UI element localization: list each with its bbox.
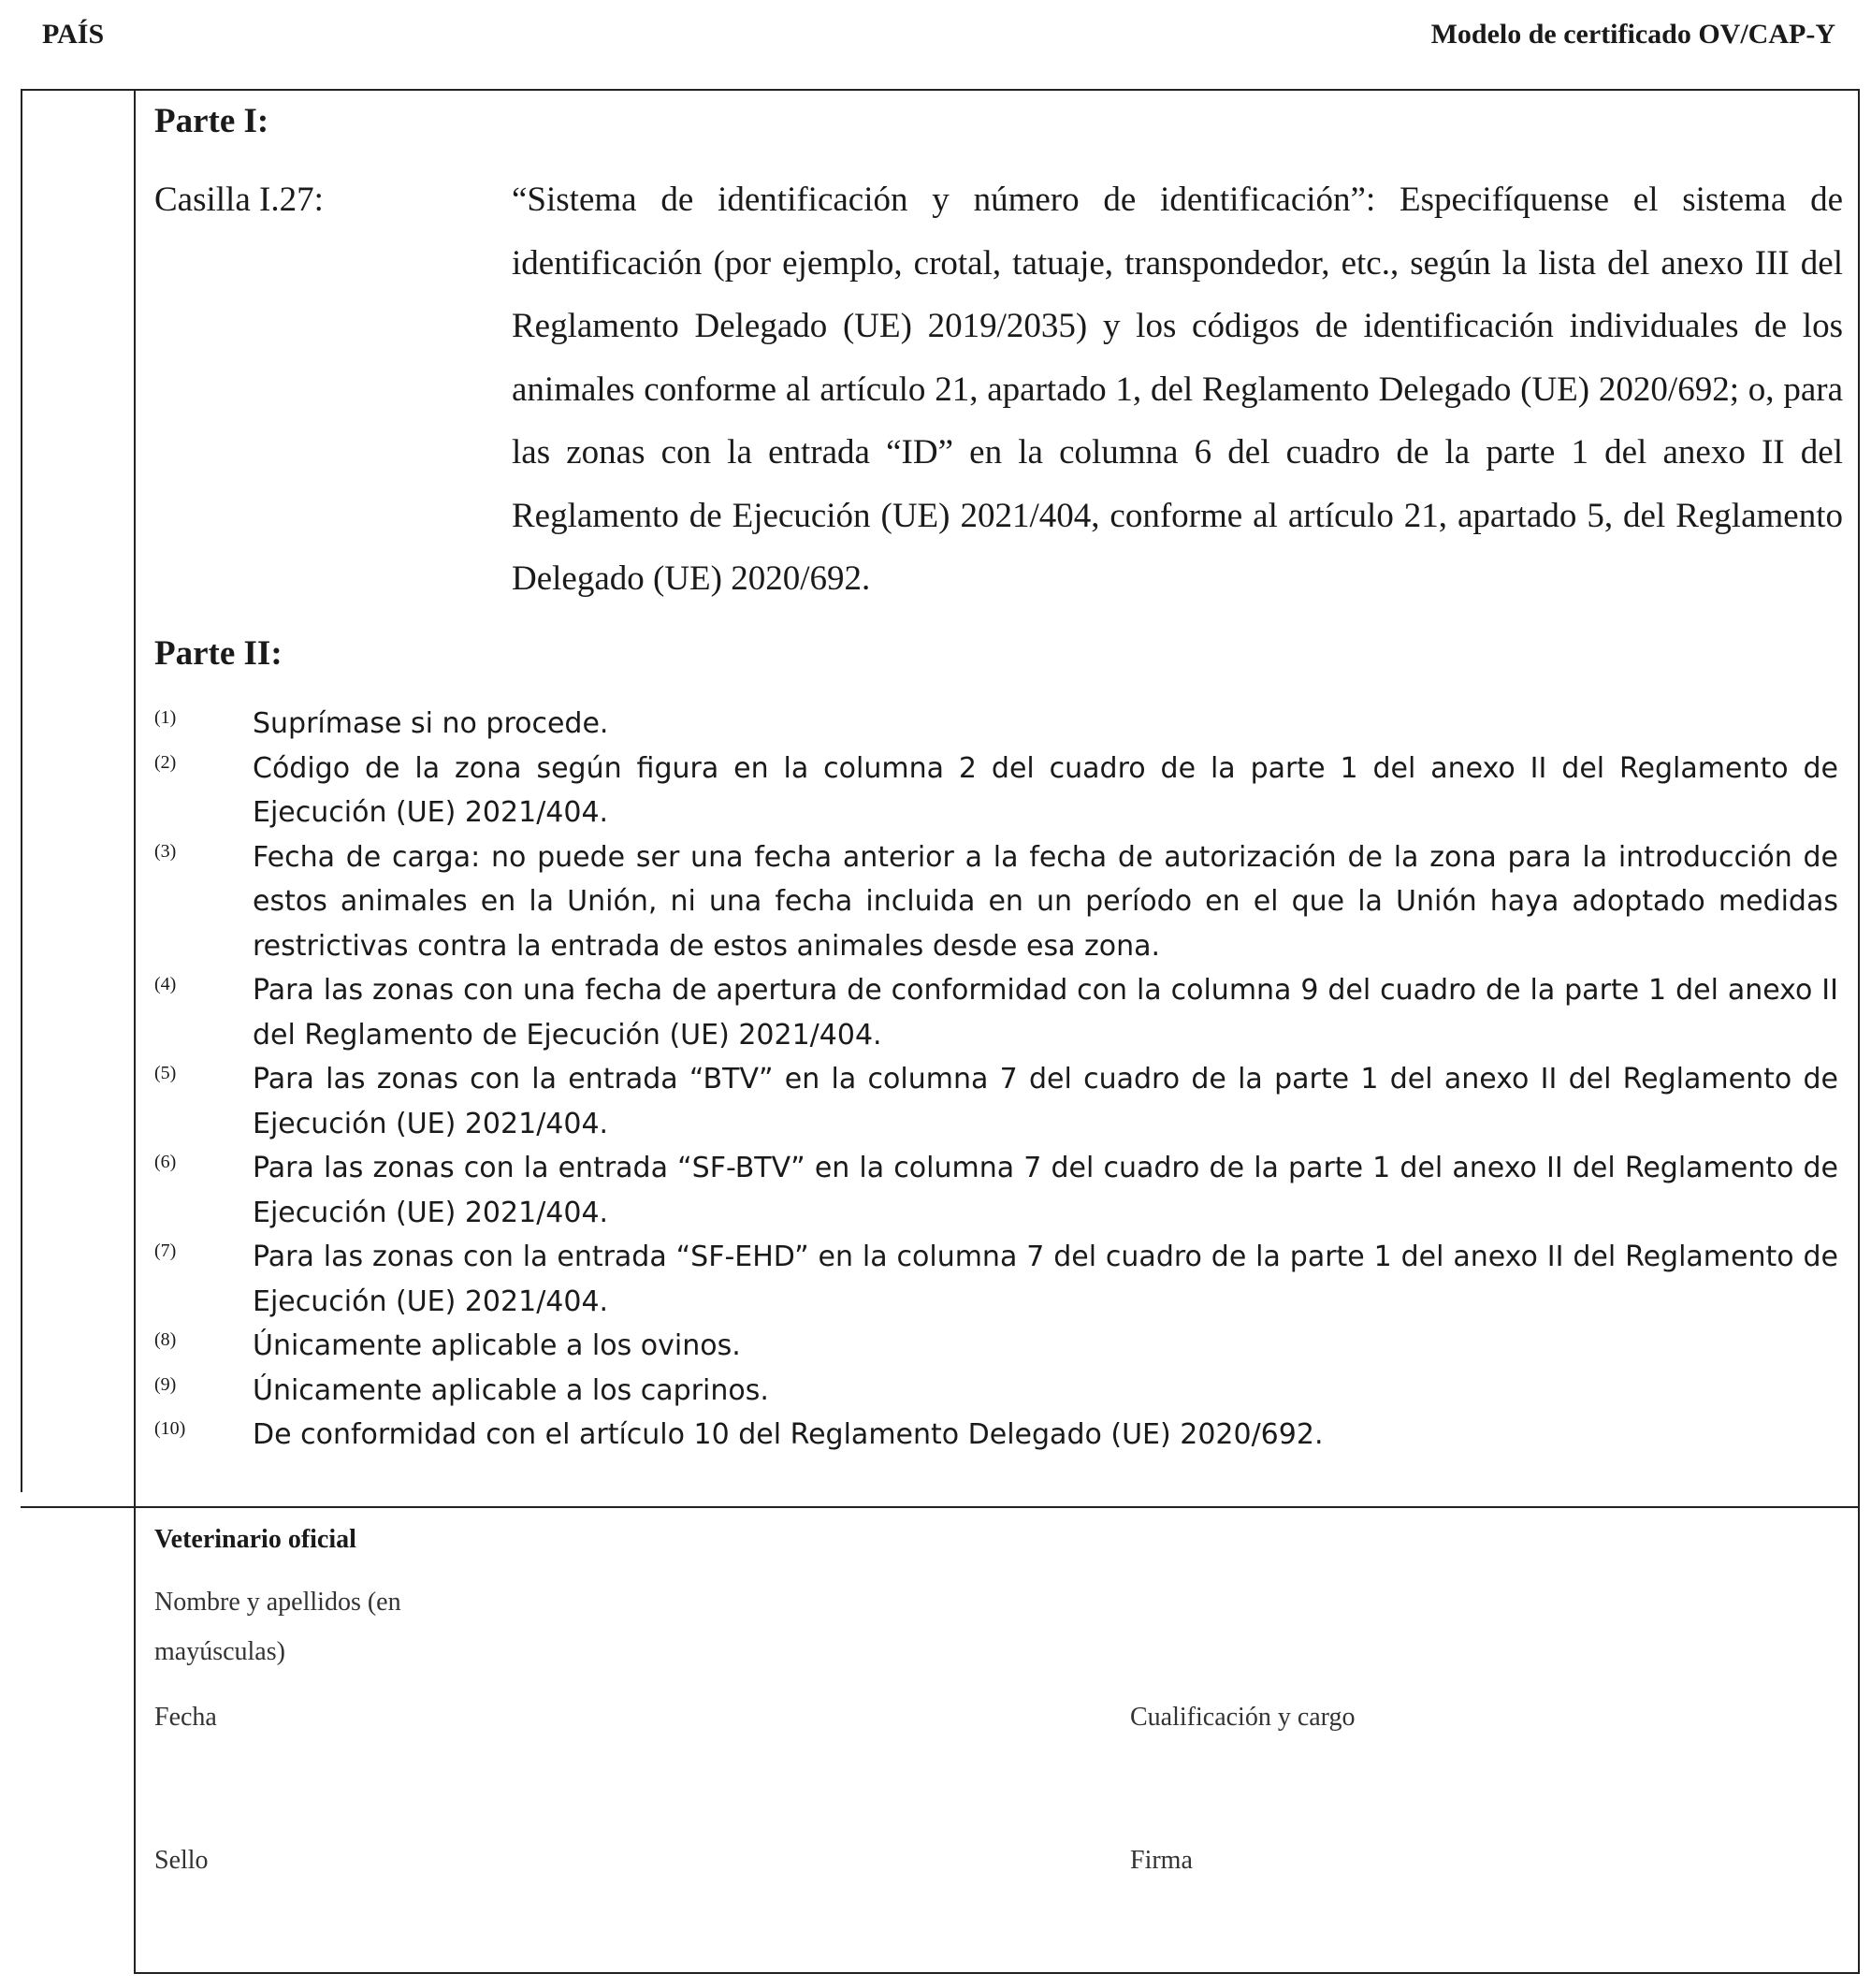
footnote-number: (1) [154, 707, 177, 728]
frame-top-border [21, 89, 1860, 91]
frame-inner-column-border [134, 89, 136, 1974]
certificate-model-header: Modelo de certificado OV/CAP-Y [1430, 19, 1835, 50]
frame-bottom-border [134, 1972, 1860, 1974]
footnote-text: Fecha de carga: no puede ser una fecha anterior a la fecha de autorización de la zona para la introducción de estos animales en la Unión, ni una fecha incluida en un período en el que la Unión haya adoptado medidas restrictivas contra la entrada de estos animales desde esa zona. [253, 840, 1838, 963]
footnote [154, 968, 1838, 1057]
footnote-text: Únicamente aplicable a los ovinos. [253, 1329, 741, 1362]
footnote [154, 1235, 1838, 1324]
part2-heading: Parte II: [154, 634, 283, 673]
footnote-text: Únicamente aplicable a los caprinos. [253, 1373, 769, 1407]
footnote-number: (9) [154, 1373, 177, 1395]
footnote [154, 1324, 1838, 1369]
footnote-number: (7) [154, 1241, 177, 1261]
footnote-text: Para las zonas con la entrada “SF-EHD” en la columna 7 del cuadro de la parte 1 del anexo II del Reglamento de Ejecución (UE) 2021/404. [253, 1241, 1838, 1318]
footnote-text: Suprímase si no procede. [253, 707, 609, 740]
signature-field-label: Firma [1130, 1846, 1193, 1875]
box-I27-text: “Sistema de identificación y número de identificación”: Especifíquense el sistema de identificación (por ejemplo, crotal, tatuaje, transpondedor, etc., según la lista del anexo III del Reglamento Delegado (UE) 2019/2035) y los códigos de identificación individuales de los animales conforme al artículo 21, apartado 1, del Reglamento Delegado (UE) 2020/692; o, para las zonas con la entrada “ID” en la columna 6 del cuadro de la parte 1 del anexo II del Reglamento de Ejecución (UE) 2021/404, conforme al artículo 21, apartado 5, del Reglamento Delegado (UE) 2020/692. [512, 181, 1843, 598]
name-field-label: Nombre y apellidos (en [154, 1588, 401, 1617]
qualification-field-label: Cualificación y cargo [1130, 1703, 1356, 1732]
footnote-number: (6) [154, 1152, 177, 1172]
footnotes-list [154, 702, 1838, 1458]
footnote-number: (10) [154, 1418, 186, 1439]
footnote-number: (5) [154, 1063, 177, 1083]
date-field-label: Fecha [154, 1703, 217, 1732]
country-header: PAÍS [42, 19, 105, 50]
official-veterinarian-title: Veterinario oficial [154, 1525, 356, 1554]
box-I27-label: Casilla I.27: [154, 181, 324, 219]
footnote [154, 835, 1838, 969]
footnote [154, 747, 1838, 835]
footnote [154, 702, 1838, 747]
footnote-text: Para las zonas con la entrada “BTV” en la columna 7 del cuadro de la parte 1 del anexo II del Reglamento de Ejecución (UE) 2021/404. [253, 1063, 1838, 1140]
part1-heading: Parte I: [154, 102, 269, 140]
footnote-number: (3) [154, 840, 177, 862]
footnote [154, 1413, 1838, 1458]
footnote-text: De conformidad con el artículo 10 del Reglamento Delegado (UE) 2020/692. [253, 1418, 1324, 1451]
frame-right-border [1858, 89, 1860, 1974]
footnote-text: Para las zonas con una fecha de apertura de conformidad con la columna 9 del cuadro de la parte 1 del anexo II del Reglamento de Ejecución (UE) 2021/404. [253, 974, 1838, 1052]
frame-section-divider [21, 1506, 1860, 1508]
stamp-field-label: Sello [154, 1846, 209, 1875]
footnote [154, 1369, 1838, 1414]
footnote-text: Código de la zona según figura en la columna 2 del cuadro de la parte 1 del anexo II del Reglamento de Ejecución (UE) 2021/404. [253, 751, 1838, 829]
name-field-label-continued: mayúsculas) [154, 1637, 285, 1666]
footnote-number: (8) [154, 1329, 177, 1350]
frame-left-border [21, 89, 22, 1492]
footnote-number: (4) [154, 974, 177, 994]
footnote [154, 1146, 1838, 1235]
footnote [154, 1057, 1838, 1146]
footnote-number: (2) [154, 751, 177, 773]
footnote-text: Para las zonas con la entrada “SF-BTV” en la columna 7 del cuadro de la parte 1 del anexo II del Reglamento de Ejecución (UE) 2021/404. [253, 1152, 1838, 1229]
